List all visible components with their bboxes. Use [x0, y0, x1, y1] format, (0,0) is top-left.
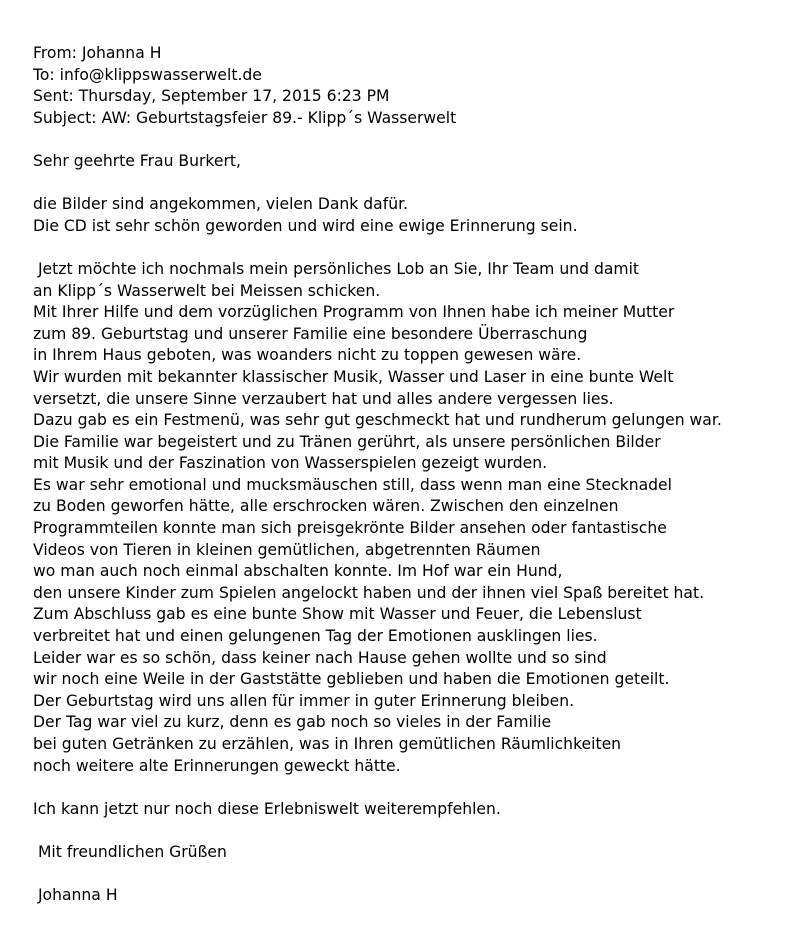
text-line: zum 89. Geburtstag und unserer Familie eine besondere Überraschung	[33, 324, 588, 343]
text-line: die Bilder sind angekommen, vielen Dank dafür.	[33, 195, 409, 214]
email-document	[33, 43, 803, 907]
spacer	[33, 777, 803, 799]
text-line: in Ihrem Haus geboten, was woanders nicht zu toppen gewesen wäre.	[33, 346, 582, 365]
text-line: noch weitere alte Erinnerungen geweckt hätte.	[33, 756, 401, 775]
paragraph-praise	[33, 259, 803, 777]
text-line: wo man auch noch einmal abschalten konnte. Im Hof war ein Hund,	[33, 562, 563, 581]
text-line: Programmteilen konnte man sich preisgekrönte Bilder ansehen oder fantastische	[33, 519, 667, 538]
sent-line: Sent: Thursday, September 17, 2015 6:23 PM	[33, 87, 390, 106]
signature: Johanna H	[33, 886, 118, 905]
text-line: verbreitet hat und einen gelungenen Tag der Emotionen ausklingen lies.	[33, 627, 598, 646]
closing: Mit freundlichen Grüßen	[33, 842, 227, 861]
text-line: Zum Abschluss gab es eine bunte Show mit Wasser und Feuer, die Lebenslust	[33, 605, 642, 624]
text-line: Es war sehr emotional und mucksmäuschen still, dass wenn man eine Stecknadel	[33, 475, 672, 494]
salutation: Sehr geehrte Frau Burkert,	[33, 151, 241, 170]
text-line: zu Boden geworfen hätte, alle erschrocken wären. Zwischen den einzelnen	[33, 497, 619, 516]
from-line: From: Johanna H	[33, 44, 162, 62]
recommendation: Ich kann jetzt nur noch diese Erlebniswelt weiterempfehlen.	[33, 799, 501, 818]
spacer	[33, 820, 803, 842]
text-line: bei guten Getränken zu erzählen, was in Ihren gemütlichen Räumlichkeiten	[33, 735, 622, 753]
spacer	[33, 864, 803, 886]
text-line: Die Familie war begeistert und zu Tränen gerührt, als unsere persönlichen Bilder	[33, 432, 661, 451]
text-line: mit Musik und der Faszination von Wasserspielen gezeigt wurden.	[33, 454, 548, 473]
text-line: an Klipp´s Wasserwelt bei Meissen schicken.	[33, 281, 381, 300]
text-line: Leider war es so schön, dass keiner nach Hause gehen wollte und so sind	[33, 648, 607, 667]
spacer	[33, 173, 803, 195]
text-line: Videos von Tieren in kleinen gemütlichen, abgetrennten Räumen	[33, 540, 541, 559]
text-line: versetzt, die unsere Sinne verzaubert hat und alles andere vergessen lies.	[33, 389, 614, 408]
text-line: Dazu gab es ein Festmenü, was sehr gut geschmeckt hat und rundherum gelungen war.	[33, 411, 722, 430]
text-line: Wir wurden mit bekannter klassischer Musik, Wasser und Laser in eine bunte Welt	[33, 367, 674, 386]
text-line: Der Tag war viel zu kurz, denn es gab noch so vieles in der Familie	[33, 713, 552, 732]
to-line: To: info@klippswasserwelt.de	[33, 65, 262, 84]
email-header	[33, 43, 803, 129]
spacer	[33, 237, 803, 259]
text-line: Die CD ist sehr schön geworden und wird eine ewige Erinnerung sein.	[33, 216, 578, 235]
text-line: Mit Ihrer Hilfe und dem vorzüglichen Programm von Ihnen habe ich meiner Mutter	[33, 303, 675, 322]
text-line: wir noch eine Weile in der Gaststätte geblieben und haben die Emotionen geteilt.	[33, 670, 670, 689]
subject-line: Subject: AW: Geburtstagsfeier 89.- Klipp´s Wasserwelt	[33, 108, 457, 127]
spacer	[33, 129, 803, 151]
text-line: Jetzt möchte ich nochmals mein persönliches Lob an Sie, Ihr Team und damit	[33, 259, 640, 278]
text-line: Der Geburtstag wird uns allen für immer in guter Erinnerung bleiben.	[33, 691, 575, 710]
paragraph-thanks	[33, 194, 803, 237]
text-line: den unsere Kinder zum Spielen angelockt haben und der ihnen viel Spaß bereitet hat.	[33, 583, 705, 602]
